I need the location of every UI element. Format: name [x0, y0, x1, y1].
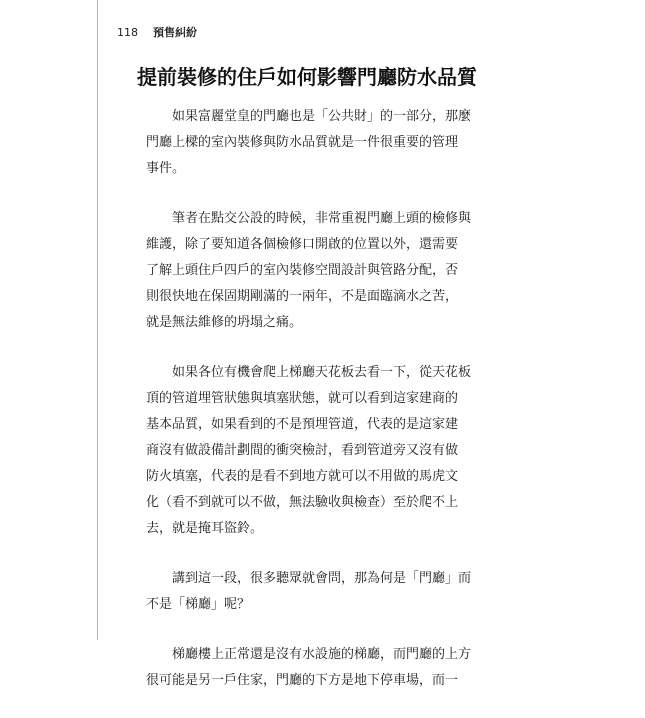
text-line: 梯廳樓上正常還是沒有水設施的梯廳，而門廳的上方: [172, 647, 472, 662]
page-number: 118: [117, 26, 138, 39]
text-line: 事件。: [146, 161, 186, 176]
section-title: 預售糾紛: [153, 26, 197, 39]
text-line: 化（看不到就可以不做，無法驗收與檢查）至於爬不上: [146, 495, 459, 510]
text-line: 很可能是另一戶住家，門廳的下方是地下停車場，而一: [146, 673, 459, 688]
text-line: 防火填塞，代表的是看不到地方就可以不用做的馬虎文: [146, 469, 459, 484]
paragraph-5: [146, 642, 496, 694]
running-head: [117, 24, 197, 42]
text-line: 基本品質，如果看到的不是預埋管道，代表的是這家建: [146, 417, 459, 432]
paragraph-3: [146, 360, 496, 542]
text-line: 頂的管道埋管狀態與填塞狀態，就可以看到這家建商的: [146, 391, 459, 406]
text-line: 門廳上樑的室內裝修與防水品質就是一件很重要的管理: [146, 135, 459, 150]
body-text: [146, 104, 496, 718]
text-line: 如果各位有機會爬上梯廳天花板去看一下，從天花板: [172, 365, 472, 380]
text-line: 維護，除了要知道各個檢修口開啟的位置以外，還需要: [146, 237, 459, 252]
text-line: 商沒有做設備計劃間的衝突檢討，看到管道旁又沒有做: [146, 443, 459, 458]
paragraph-4: [146, 566, 496, 618]
text-line: 去，就是掩耳盜鈴。: [146, 521, 264, 536]
text-line: 講到這一段，很多聽眾就會問，那為何是「門廳」而: [172, 571, 472, 586]
text-line: 不是「梯廳」呢？: [146, 597, 251, 612]
paragraph-2: [146, 206, 496, 336]
paragraph-1: [146, 104, 496, 182]
text-line: 如果富麗堂皇的門廳也是「公共財」的一部分，那麼: [172, 109, 472, 124]
text-line: 了解上頭住戶四戶的室內裝修空間設計與管路分配，否: [146, 263, 459, 278]
chapter-heading: 提前裝修的住戶如何影響門廳防水品質: [137, 65, 477, 89]
text-line: 筆者在點交公設的時候，非常重視門廳上頭的檢修與: [172, 211, 472, 226]
text-line: 則很快地在保固期剛滿的一兩年，不是面臨滴水之苦，: [146, 289, 459, 304]
text-line: 就是無法維修的坍塌之痛。: [146, 315, 303, 330]
